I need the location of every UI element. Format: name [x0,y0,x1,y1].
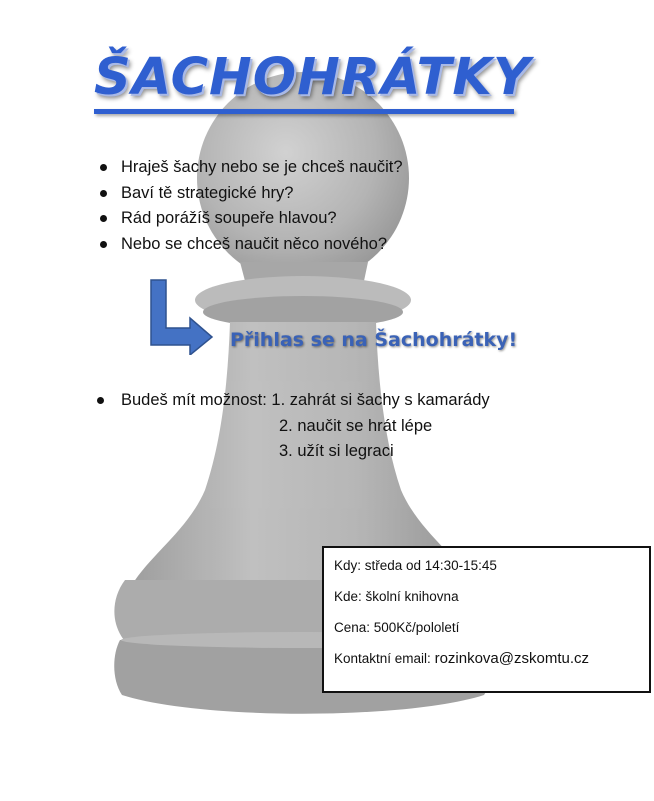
option-item: 2. naučit se hrát lépe [279,416,433,435]
question-text: Nebo se chceš naučit něco nového? [121,234,388,253]
option-item: 1. zahrát si šachy s kamarády [271,391,490,409]
options-intro: Budeš mít možnost: [121,391,267,409]
question-item [100,232,403,258]
question-item [100,206,403,232]
flyer-title: ŠACHOHRÁTKY [94,48,531,107]
contact-email-link[interactable]: rozinkova@zskomtu.cz [434,650,590,667]
info-box [322,546,651,693]
bent-arrow-right-icon [148,279,214,355]
info-price: Cena: 500Kč/pololetí [334,620,460,635]
info-where: Kde: školní knihovna [334,589,459,604]
options-block [97,388,490,465]
bullet-icon [97,397,104,404]
bullet-icon [100,215,107,222]
call-to-action: Přihlas se na Šachohrátky! [230,329,518,351]
question-item [100,181,403,207]
options-first-line [97,388,490,414]
option-item: 3. užít si legraci [279,442,394,460]
bullet-icon [100,241,107,248]
title-underline [94,109,514,114]
question-item [100,155,403,181]
question-text: Hraješ šachy nebo se je chceš naučit? [121,158,403,176]
contact-label: Kontaktní email: [334,651,431,666]
info-contact [334,650,649,681]
bullet-icon [100,190,107,197]
bullet-icon [100,164,107,171]
info-when: Kdy: středa od 14:30-15:45 [334,558,497,573]
question-text: Baví tě strategické hry? [121,183,294,202]
question-text: Rád porážíš soupeře hlavou? [121,209,337,227]
question-list [100,155,403,257]
